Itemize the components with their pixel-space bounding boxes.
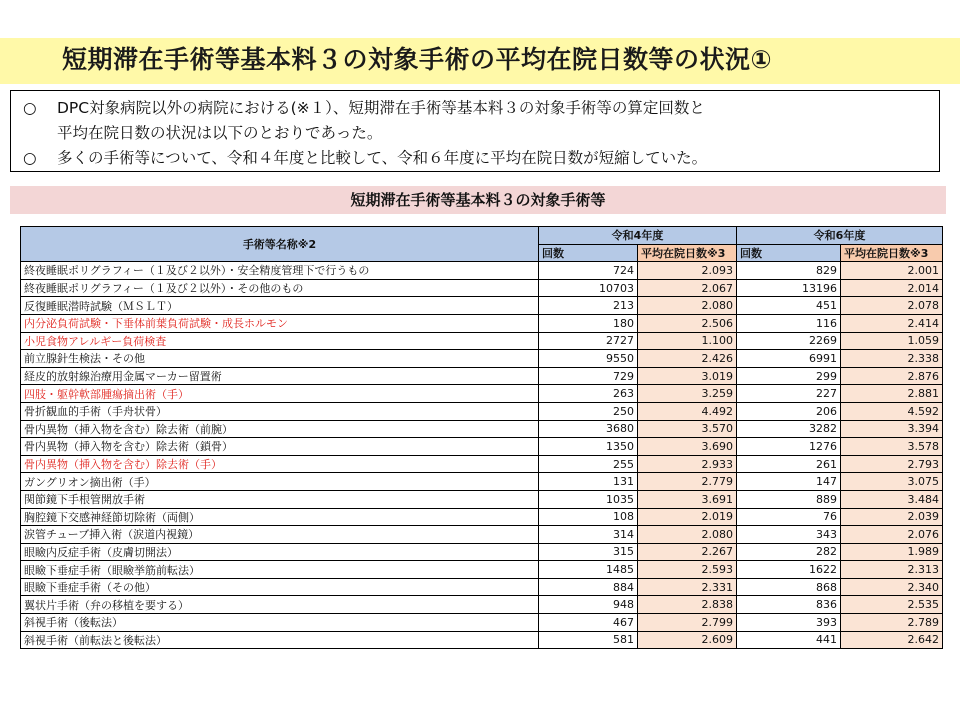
bullet-mark: ○ [23, 149, 37, 167]
count-r4-cell: 315 [539, 543, 638, 561]
count-r4-cell: 3680 [539, 420, 638, 438]
procedure-name-cell: 四肢・躯幹軟部腫瘍摘出術（手） [21, 385, 539, 403]
table-body [21, 262, 943, 649]
procedure-name-cell: 骨内異物（挿入物を含む）除去術（前腕） [21, 420, 539, 438]
avg-stay-r6-cell: 2.014 [841, 279, 943, 297]
header-avg-r4: 平均在院日数※3 [638, 244, 737, 262]
summary-text-2: 多くの手術等について、令和４年度と比較して、令和６年度に平均在院日数が短縮していた。 [57, 149, 708, 167]
avg-stay-r4-cell: 2.331 [638, 578, 737, 596]
count-r6-cell: 3282 [737, 420, 841, 438]
procedure-name-cell: 関節鏡下手根管開放手術 [21, 490, 539, 508]
avg-stay-r4-cell: 2.779 [638, 473, 737, 491]
count-r4-cell: 213 [539, 297, 638, 315]
procedure-name-cell: 反復睡眠潜時試験（ＭＳＬＴ） [21, 297, 539, 315]
avg-stay-r6-cell: 1.059 [841, 332, 943, 350]
count-r4-cell: 948 [539, 596, 638, 614]
avg-stay-r4-cell: 3.691 [638, 490, 737, 508]
count-r4-cell: 1035 [539, 490, 638, 508]
avg-stay-r4-cell: 2.267 [638, 543, 737, 561]
procedure-name-cell: 骨内異物（挿入物を含む）除去術（手） [21, 455, 539, 473]
avg-stay-r4-cell: 2.799 [638, 614, 737, 632]
summary-text-1-cont: 平均在院日数の状況は以下のとおりであった。 [57, 124, 383, 142]
avg-stay-r4-cell: 2.426 [638, 350, 737, 368]
count-r4-cell: 263 [539, 385, 638, 403]
table-row [21, 297, 943, 315]
count-r6-cell: 836 [737, 596, 841, 614]
procedure-name-cell: 内分泌負荷試験・下垂体前葉負荷試験・成長ホルモン [21, 314, 539, 332]
header-year-r6: 令和6年度 [737, 227, 943, 245]
count-r4-cell: 9550 [539, 350, 638, 368]
table-row [21, 402, 943, 420]
procedure-name-cell: 眼瞼下垂症手術（眼瞼挙筋前転法） [21, 561, 539, 579]
procedure-name-cell: 眼瞼内反症手術（皮膚切開法） [21, 543, 539, 561]
count-r6-cell: 829 [737, 262, 841, 280]
avg-stay-r4-cell: 3.019 [638, 367, 737, 385]
table-row [21, 490, 943, 508]
count-r4-cell: 255 [539, 455, 638, 473]
table-row [21, 262, 943, 280]
procedure-name-cell: 終夜睡眠ポリグラフィー（１及び２以外）・その他のもの [21, 279, 539, 297]
count-r6-cell: 451 [737, 297, 841, 315]
table-row [21, 314, 943, 332]
procedure-name-cell: 斜視手術（前転法と後転法） [21, 631, 539, 649]
table-row [21, 543, 943, 561]
procedure-name-cell: 前立腺針生検法・その他 [21, 350, 539, 368]
count-r6-cell: 889 [737, 490, 841, 508]
count-r6-cell: 147 [737, 473, 841, 491]
avg-stay-r6-cell: 2.338 [841, 350, 943, 368]
count-r6-cell: 13196 [737, 279, 841, 297]
procedure-name-cell: 胸腔鏡下交感神経節切除術（両側） [21, 508, 539, 526]
header-count-r6: 回数 [737, 244, 841, 262]
count-r4-cell: 108 [539, 508, 638, 526]
avg-stay-r4-cell: 2.067 [638, 279, 737, 297]
count-r6-cell: 441 [737, 631, 841, 649]
avg-stay-r4-cell: 3.690 [638, 438, 737, 456]
count-r4-cell: 250 [539, 402, 638, 420]
table-row [21, 508, 943, 526]
summary-box [10, 90, 940, 172]
count-r4-cell: 729 [539, 367, 638, 385]
procedure-name-cell: 斜視手術（後転法） [21, 614, 539, 632]
procedure-name-cell: 経皮的放射線治療用金属マーカー留置術 [21, 367, 539, 385]
table-row [21, 526, 943, 544]
count-r6-cell: 6991 [737, 350, 841, 368]
count-r4-cell: 314 [539, 526, 638, 544]
count-r6-cell: 261 [737, 455, 841, 473]
header-year-r4: 令和4年度 [539, 227, 737, 245]
table-row [21, 455, 943, 473]
avg-stay-r4-cell: 2.838 [638, 596, 737, 614]
header-procedure-name: 手術等名称※2 [21, 227, 539, 262]
count-r4-cell: 131 [539, 473, 638, 491]
summary-line-2 [23, 146, 927, 171]
table-row [21, 420, 943, 438]
count-r6-cell: 76 [737, 508, 841, 526]
count-r4-cell: 581 [539, 631, 638, 649]
procedure-name-cell: 終夜睡眠ポリグラフィー（１及び２以外）・安全精度管理下で行うもの [21, 262, 539, 280]
procedure-name-cell: 眼瞼下垂症手術（その他） [21, 578, 539, 596]
table-row [21, 332, 943, 350]
count-r6-cell: 2269 [737, 332, 841, 350]
avg-stay-r4-cell: 4.492 [638, 402, 737, 420]
count-r6-cell: 227 [737, 385, 841, 403]
count-r4-cell: 724 [539, 262, 638, 280]
count-r6-cell: 343 [737, 526, 841, 544]
avg-stay-r6-cell: 1.989 [841, 543, 943, 561]
summary-line-1 [23, 96, 927, 121]
count-r6-cell: 1622 [737, 561, 841, 579]
avg-stay-r6-cell: 2.313 [841, 561, 943, 579]
table-row [21, 596, 943, 614]
table-row [21, 614, 943, 632]
avg-stay-r4-cell: 2.019 [638, 508, 737, 526]
table-row [21, 631, 943, 649]
avg-stay-r6-cell: 2.793 [841, 455, 943, 473]
avg-stay-r6-cell: 2.039 [841, 508, 943, 526]
count-r4-cell: 467 [539, 614, 638, 632]
avg-stay-r6-cell: 2.001 [841, 262, 943, 280]
header-count-r4: 回数 [539, 244, 638, 262]
avg-stay-r6-cell: 2.642 [841, 631, 943, 649]
avg-stay-r6-cell: 3.394 [841, 420, 943, 438]
avg-stay-r6-cell: 2.076 [841, 526, 943, 544]
avg-stay-r4-cell: 2.080 [638, 526, 737, 544]
procedure-name-cell: 涙管チューブ挿入術（涙道内視鏡） [21, 526, 539, 544]
avg-stay-r6-cell: 2.881 [841, 385, 943, 403]
procedure-name-cell: 翼状片手術（弁の移植を要する） [21, 596, 539, 614]
table-row [21, 279, 943, 297]
avg-stay-r4-cell: 2.093 [638, 262, 737, 280]
avg-stay-r4-cell: 2.933 [638, 455, 737, 473]
summary-line-1-cont [23, 121, 927, 146]
avg-stay-r6-cell: 2.535 [841, 596, 943, 614]
table-row [21, 438, 943, 456]
avg-stay-r4-cell: 2.506 [638, 314, 737, 332]
procedure-name-cell: 骨折観血的手術（手舟状骨） [21, 402, 539, 420]
count-r4-cell: 10703 [539, 279, 638, 297]
avg-stay-r4-cell: 2.080 [638, 297, 737, 315]
count-r6-cell: 282 [737, 543, 841, 561]
avg-stay-r4-cell: 3.570 [638, 420, 737, 438]
procedure-name-cell: 骨内異物（挿入物を含む）除去術（鎖骨） [21, 438, 539, 456]
bullet-mark: ○ [23, 99, 37, 117]
count-r4-cell: 1485 [539, 561, 638, 579]
avg-stay-r6-cell: 2.414 [841, 314, 943, 332]
count-r6-cell: 206 [737, 402, 841, 420]
avg-stay-r4-cell: 3.259 [638, 385, 737, 403]
avg-stay-r4-cell: 1.100 [638, 332, 737, 350]
page-title: 短期滞在手術等基本料３の対象手術の平均在院日数等の状況① [62, 45, 773, 74]
procedure-name-cell: 小児食物アレルギー負荷検査 [21, 332, 539, 350]
count-r4-cell: 180 [539, 314, 638, 332]
count-r6-cell: 393 [737, 614, 841, 632]
count-r6-cell: 1276 [737, 438, 841, 456]
count-r4-cell: 2727 [539, 332, 638, 350]
table-row [21, 367, 943, 385]
count-r4-cell: 884 [539, 578, 638, 596]
table-row [21, 350, 943, 368]
table-row [21, 561, 943, 579]
count-r4-cell: 1350 [539, 438, 638, 456]
avg-stay-r6-cell: 3.484 [841, 490, 943, 508]
header-avg-r6: 平均在院日数※3 [841, 244, 943, 262]
count-r6-cell: 299 [737, 367, 841, 385]
avg-stay-r6-cell: 2.789 [841, 614, 943, 632]
avg-stay-r6-cell: 2.078 [841, 297, 943, 315]
avg-stay-r6-cell: 4.592 [841, 402, 943, 420]
summary-text-1: DPC対象病院以外の病院における(※１）、短期滞在手術等基本料３の対象手術等の算定回数と [57, 99, 705, 117]
table-row [21, 385, 943, 403]
avg-stay-r6-cell: 3.075 [841, 473, 943, 491]
table-row [21, 473, 943, 491]
surgery-table [20, 226, 943, 649]
avg-stay-r6-cell: 3.578 [841, 438, 943, 456]
avg-stay-r6-cell: 2.340 [841, 578, 943, 596]
count-r6-cell: 116 [737, 314, 841, 332]
avg-stay-r6-cell: 2.876 [841, 367, 943, 385]
procedure-name-cell: ガングリオン摘出術（手） [21, 473, 539, 491]
avg-stay-r4-cell: 2.593 [638, 561, 737, 579]
count-r6-cell: 868 [737, 578, 841, 596]
table-row [21, 578, 943, 596]
section-header: 短期滞在手術等基本料３の対象手術等 [10, 186, 946, 214]
avg-stay-r4-cell: 2.609 [638, 631, 737, 649]
